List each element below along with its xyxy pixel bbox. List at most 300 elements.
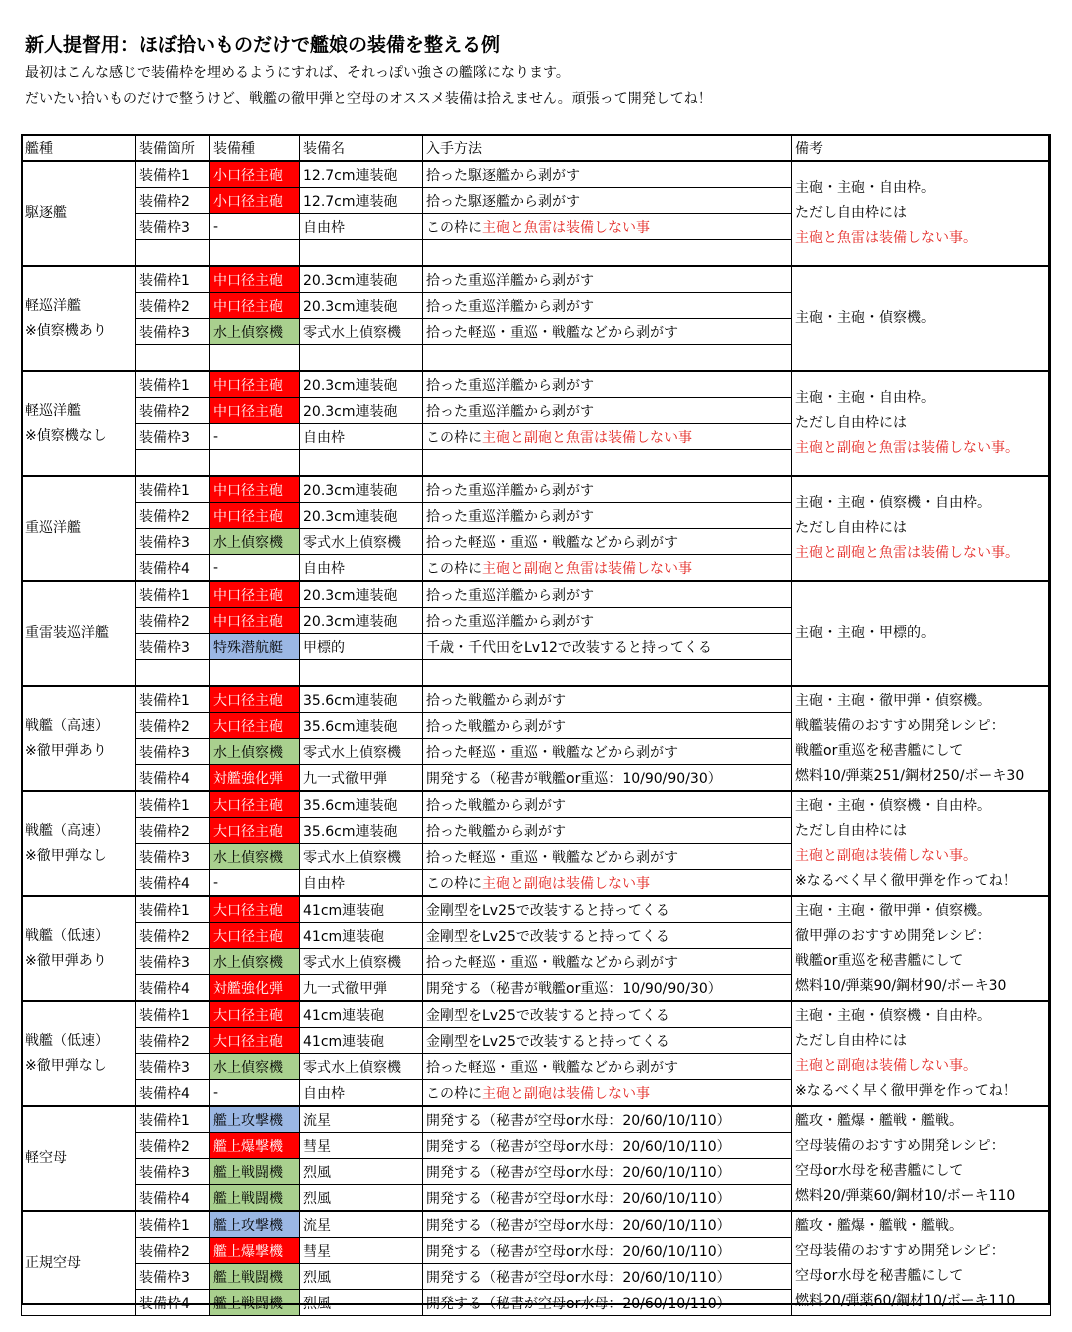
- header-notes: 備考: [792, 135, 1051, 162]
- equip-name-cell: 烈風: [300, 1159, 423, 1185]
- method-cell: [423, 345, 792, 372]
- note-line: 戦艦装備のおすすめ開発レシピ：: [795, 717, 1005, 734]
- equip-type-cell: 特殊潜航艇: [210, 634, 300, 660]
- ship-type-line: 戦艦（高速）: [25, 822, 109, 839]
- table-row: [22, 161, 1051, 188]
- equip-name-cell: 41cm連装砲: [300, 1001, 423, 1028]
- equip-type-cell: -: [210, 870, 300, 897]
- equip-type-cell: 中口径主砲: [210, 398, 300, 424]
- note-line: 燃料20/弾薬60/鋼材10/ボーキ110: [795, 1187, 1016, 1204]
- equip-name-cell: 20.3cm連装砲: [300, 398, 423, 424]
- equip-type-cell: 艦上戦闘機: [210, 1264, 300, 1290]
- slot-cell: 装備枠2: [136, 293, 210, 319]
- ship-type-cell: [22, 1211, 136, 1316]
- equip-name-cell: 41cm連装砲: [300, 1028, 423, 1054]
- method-cell: [423, 581, 792, 608]
- notes-cell: [792, 896, 1051, 1001]
- ship-group: [22, 581, 1051, 686]
- slot-cell: 装備枠2: [136, 1028, 210, 1054]
- equip-type-cell: 大口径主砲: [210, 686, 300, 713]
- note-line: 燃料20/弾薬60/鋼材10/ボーキ110: [795, 1292, 1016, 1309]
- slot-cell: 装備枠1: [136, 161, 210, 188]
- equip-name-cell: 20.3cm連装砲: [300, 476, 423, 503]
- ship-type-cell: [22, 581, 136, 686]
- method-cell: [423, 503, 792, 529]
- method-text: 開発する（秘書が空母or水母：20/60/10/110）: [426, 1217, 731, 1234]
- method-cell: [423, 923, 792, 949]
- note-line: 燃料10/弾薬251/鋼材250/ボーキ30: [795, 767, 1025, 784]
- slot-cell: 装備枠1: [136, 476, 210, 503]
- method-text: 金剛型をLv25で改装すると持ってくる: [426, 1007, 670, 1024]
- notes-cell: [792, 791, 1051, 896]
- note-line: 主砲・主砲・自由枠。: [795, 390, 935, 406]
- method-text: 拾った重巡洋艦から剥がす: [426, 377, 594, 394]
- method-cell: [423, 188, 792, 214]
- method-text: 拾った戦艦から剥がす: [426, 692, 566, 709]
- equip-type-cell: 中口径主砲: [210, 581, 300, 608]
- slot-cell: 装備枠1: [136, 371, 210, 398]
- header-equip-name: 装備名: [300, 135, 423, 162]
- notes-cell: [792, 371, 1051, 476]
- equip-name-cell: 41cm連装砲: [300, 896, 423, 923]
- equip-name-cell: 九一式徹甲弾: [300, 765, 423, 792]
- notes-cell: [792, 1106, 1051, 1211]
- method-text: 拾った戦艦から剥がす: [426, 718, 566, 735]
- method-text: 拾った重巡洋艦から剥がす: [426, 508, 594, 525]
- notes-cell: [792, 686, 1051, 791]
- note-line: 主砲・主砲・徹甲弾・偵察機。: [795, 692, 991, 709]
- method-text: 金剛型をLv25で改装すると持ってくる: [426, 902, 670, 919]
- method-text: 開発する（秘書が空母or水母：20/60/10/110）: [426, 1295, 731, 1312]
- ship-type-cell: [22, 791, 136, 896]
- slot-cell: 装備枠3: [136, 424, 210, 450]
- equip-name-cell: 烈風: [300, 1264, 423, 1290]
- equip-type-cell: 中口径主砲: [210, 266, 300, 293]
- method-text: この枠に: [426, 875, 482, 892]
- method-text: 拾った重巡洋艦から剥がす: [426, 272, 594, 289]
- method-text: 拾った軽巡・重巡・戦艦などから剥がす: [426, 849, 678, 866]
- note-line: 艦攻・艦爆・艦戦・艦戦。: [795, 1112, 963, 1129]
- equip-type-cell: 水上偵察機: [210, 1054, 300, 1080]
- method-cell: [423, 660, 792, 687]
- method-text: この枠に: [426, 219, 482, 236]
- equip-type-cell: 艦上戦闘機: [210, 1290, 300, 1316]
- note-line: 主砲・主砲・自由枠。: [795, 180, 935, 196]
- note-line: 空母or水母を秘書艦にして: [795, 1162, 964, 1179]
- note-line: 空母装備のおすすめ開発レシピ：: [795, 1137, 1005, 1154]
- equip-name-cell: 自由枠: [300, 214, 423, 240]
- slot-cell: 装備枠4: [136, 975, 210, 1002]
- method-cell: [423, 818, 792, 844]
- notes-cell: [792, 1211, 1051, 1316]
- method-cell: [423, 161, 792, 188]
- method-cell: [423, 1238, 792, 1264]
- method-text: 拾った駆逐艦から剥がす: [426, 167, 580, 184]
- notes-cell: [792, 476, 1051, 581]
- ship-type-line: ※徹甲弾なし: [25, 1057, 107, 1074]
- note-line: 戦艦or重巡を秘書艦にして: [795, 952, 964, 969]
- equip-type-cell: 小口径主砲: [210, 188, 300, 214]
- ship-group: [22, 686, 1051, 791]
- method-cell: [423, 608, 792, 634]
- method-cell: [423, 555, 792, 582]
- note-line: 主砲・主砲・偵察機・自由枠。: [795, 1007, 991, 1024]
- equip-type-cell: 中口径主砲: [210, 476, 300, 503]
- method-cell: [423, 450, 792, 477]
- ship-type-line: 正規空母: [25, 1255, 81, 1271]
- method-text: 拾った軽巡・重巡・戦艦などから剥がす: [426, 954, 678, 971]
- equip-type-cell: 水上偵察機: [210, 949, 300, 975]
- slot-cell: 装備枠2: [136, 398, 210, 424]
- ship-type-line: ※徹甲弾あり: [25, 742, 107, 759]
- method-cell: [423, 844, 792, 870]
- ship-type-cell: [22, 1001, 136, 1106]
- method-text: この枠に: [426, 429, 482, 446]
- slot-cell: 装備枠2: [136, 503, 210, 529]
- equip-type-cell: 大口径主砲: [210, 818, 300, 844]
- slot-cell: 装備枠1: [136, 1106, 210, 1133]
- equip-name-cell: 流星: [300, 1211, 423, 1238]
- method-text: 拾った軽巡・重巡・戦艦などから剥がす: [426, 534, 678, 551]
- equip-type-cell: -: [210, 214, 300, 240]
- equip-name-cell: 12.7cm連装砲: [300, 161, 423, 188]
- equip-type-cell: 大口径主砲: [210, 923, 300, 949]
- method-cell: [423, 1290, 792, 1316]
- method-cell: [423, 1106, 792, 1133]
- equip-name-cell: 甲標的: [300, 634, 423, 660]
- equip-type-cell: -: [210, 555, 300, 582]
- equip-type-cell: 小口径主砲: [210, 161, 300, 188]
- method-text: 千歳・千代田をLv12で改装すると持ってくる: [426, 639, 712, 656]
- notes-cell: [792, 581, 1051, 686]
- equip-name-cell: 零式水上偵察機: [300, 319, 423, 345]
- method-text: 拾った戦艦から剥がす: [426, 797, 566, 814]
- method-cell: [423, 424, 792, 450]
- ship-type-line: 戦艦（低速）: [25, 927, 109, 944]
- equip-type-cell: 水上偵察機: [210, 739, 300, 765]
- equip-type-cell: 艦上爆撃機: [210, 1133, 300, 1159]
- slot-cell: 装備枠3: [136, 319, 210, 345]
- equip-type-cell: 大口径主砲: [210, 1001, 300, 1028]
- equip-name-cell: 35.6cm連装砲: [300, 818, 423, 844]
- equip-name-cell: 自由枠: [300, 555, 423, 582]
- method-text: 開発する（秘書が空母or水母：20/60/10/110）: [426, 1138, 731, 1155]
- equip-type-cell: 大口径主砲: [210, 713, 300, 739]
- table-row: [22, 266, 1051, 293]
- equip-name-cell: 35.6cm連装砲: [300, 713, 423, 739]
- method-warning-text: 主砲と副砲は装備しない事: [482, 1085, 650, 1102]
- equip-name-cell: 九一式徹甲弾: [300, 975, 423, 1002]
- method-cell: [423, 791, 792, 818]
- note-line: 主砲・主砲・徹甲弾・偵察機。: [795, 902, 991, 919]
- method-text: 拾った重巡洋艦から剥がす: [426, 613, 594, 630]
- equip-type-cell: 艦上戦闘機: [210, 1159, 300, 1185]
- note-line: 主砲と副砲は装備しない事。: [795, 847, 977, 864]
- table-row: [22, 791, 1051, 818]
- equip-name-cell: 零式水上偵察機: [300, 949, 423, 975]
- method-cell: [423, 975, 792, 1002]
- equip-name-cell: 41cm連装砲: [300, 923, 423, 949]
- method-cell: [423, 240, 792, 267]
- ship-type-line: ※徹甲弾あり: [25, 952, 107, 969]
- method-text: 拾った軽巡・重巡・戦艦などから剥がす: [426, 744, 678, 761]
- method-cell: [423, 896, 792, 923]
- equip-name-cell: 20.3cm連装砲: [300, 293, 423, 319]
- method-warning-text: 主砲と副砲と魚雷は装備しない事: [482, 560, 692, 577]
- ship-group: [22, 896, 1051, 1001]
- slot-cell: 装備枠4: [136, 555, 210, 582]
- ship-type-cell: [22, 371, 136, 476]
- method-warning-text: 主砲と副砲は装備しない事: [482, 875, 650, 892]
- ship-type-line: ※徹甲弾なし: [25, 847, 107, 864]
- equip-name-cell: 自由枠: [300, 1080, 423, 1107]
- table-row: [22, 476, 1051, 503]
- method-cell: [423, 398, 792, 424]
- equip-type-cell: 水上偵察機: [210, 319, 300, 345]
- equip-name-cell: [300, 660, 423, 687]
- note-line: 主砲と副砲と魚雷は装備しない事。: [795, 545, 1019, 561]
- table-row: [22, 686, 1051, 713]
- method-text: 開発する（秘書が空母or水母：20/60/10/110）: [426, 1190, 731, 1207]
- method-cell: [423, 713, 792, 739]
- equip-name-cell: 20.3cm連装砲: [300, 608, 423, 634]
- method-text: 開発する（秘書が空母or水母：20/60/10/110）: [426, 1164, 731, 1181]
- method-text: この枠に: [426, 1085, 482, 1102]
- note-line: 艦攻・艦爆・艦戦・艦戦。: [795, 1217, 963, 1234]
- ship-type-line: 戦艦（高速）: [25, 717, 109, 734]
- method-cell: [423, 686, 792, 713]
- method-cell: [423, 765, 792, 792]
- table-row: [22, 581, 1051, 608]
- slot-cell: 装備枠4: [136, 1290, 210, 1316]
- equip-type-cell: 大口径主砲: [210, 896, 300, 923]
- slot-cell: 装備枠2: [136, 923, 210, 949]
- slot-cell: 装備枠3: [136, 1264, 210, 1290]
- equip-type-cell: 水上偵察機: [210, 529, 300, 555]
- slot-cell: 装備枠1: [136, 266, 210, 293]
- equip-name-cell: [300, 240, 423, 267]
- method-text: 拾った駆逐艦から剥がす: [426, 193, 580, 210]
- ship-type-line: 重雷装巡洋艦: [25, 625, 109, 641]
- table-row: [22, 1106, 1051, 1133]
- equip-type-cell: 艦上戦闘機: [210, 1185, 300, 1212]
- slot-cell: [136, 345, 210, 372]
- slot-cell: 装備枠3: [136, 949, 210, 975]
- equip-name-cell: 20.3cm連装砲: [300, 581, 423, 608]
- equip-name-cell: 流星: [300, 1106, 423, 1133]
- equip-name-cell: 35.6cm連装砲: [300, 791, 423, 818]
- method-text: 拾った重巡洋艦から剥がす: [426, 587, 594, 604]
- header-method: 入手方法: [423, 135, 792, 162]
- slot-cell: 装備枠3: [136, 844, 210, 870]
- slot-cell: 装備枠1: [136, 686, 210, 713]
- method-text: 拾った戦艦から剥がす: [426, 823, 566, 840]
- method-cell: [423, 739, 792, 765]
- equip-type-cell: 大口径主砲: [210, 791, 300, 818]
- equip-name-cell: 20.3cm連装砲: [300, 371, 423, 398]
- slot-cell: 装備枠1: [136, 791, 210, 818]
- subtitle-line-1: 最初はこんな感じで装備枠を埋めるようにすれば、それっぽい強さの艦隊になります。: [25, 65, 570, 81]
- slot-cell: [136, 240, 210, 267]
- ship-group: [22, 371, 1051, 476]
- equip-name-cell: 零式水上偵察機: [300, 1054, 423, 1080]
- method-cell: [423, 529, 792, 555]
- equip-name-cell: 自由枠: [300, 424, 423, 450]
- note-line: 主砲・主砲・偵察機。: [795, 310, 935, 326]
- equip-type-cell: 艦上攻撃機: [210, 1106, 300, 1133]
- method-cell: [423, 1159, 792, 1185]
- note-line: ※なるべく早く徹甲弾を作ってね！: [795, 872, 1017, 889]
- equip-type-cell: [210, 660, 300, 687]
- method-cell: [423, 870, 792, 897]
- slot-cell: 装備枠2: [136, 818, 210, 844]
- equip-type-cell: 対艦強化弾: [210, 975, 300, 1002]
- equip-type-cell: 中口径主砲: [210, 503, 300, 529]
- ship-group: [22, 161, 1051, 266]
- method-text: 金剛型をLv25で改装すると持ってくる: [426, 928, 670, 945]
- page-title: 新人提督用：ほぼ拾いものだけで艦娘の装備を整える例: [25, 34, 501, 56]
- ship-type-line: 戦艦（低速）: [25, 1032, 109, 1049]
- method-text: 開発する（秘書が空母or水母：20/60/10/110）: [426, 1269, 731, 1286]
- note-line: ただし自由枠には: [795, 822, 907, 839]
- method-cell: [423, 1028, 792, 1054]
- equip-type-cell: -: [210, 1080, 300, 1107]
- equip-name-cell: 35.6cm連装砲: [300, 686, 423, 713]
- equip-type-cell: -: [210, 424, 300, 450]
- note-line: 徹甲弾のおすすめ開発レシピ：: [795, 927, 991, 944]
- slot-cell: 装備枠2: [136, 1238, 210, 1264]
- equip-name-cell: 20.3cm連装砲: [300, 266, 423, 293]
- equip-type-cell: 水上偵察機: [210, 844, 300, 870]
- equip-type-cell: 中口径主砲: [210, 371, 300, 398]
- equip-type-cell: 大口径主砲: [210, 1028, 300, 1054]
- note-line: ※なるべく早く徹甲弾を作ってね！: [795, 1082, 1017, 1099]
- notes-cell: [792, 161, 1051, 266]
- method-text: 拾った重巡洋艦から剥がす: [426, 403, 594, 420]
- slot-cell: 装備枠3: [136, 529, 210, 555]
- note-line: 主砲・主砲・偵察機・自由枠。: [795, 495, 991, 511]
- equip-name-cell: 自由枠: [300, 870, 423, 897]
- slot-cell: 装備枠1: [136, 581, 210, 608]
- method-text: 拾った軽巡・重巡・戦艦などから剥がす: [426, 1059, 678, 1076]
- equip-type-cell: [210, 240, 300, 267]
- method-cell: [423, 1211, 792, 1238]
- equip-name-cell: 20.3cm連装砲: [300, 503, 423, 529]
- slot-cell: [136, 660, 210, 687]
- method-cell: [423, 319, 792, 345]
- equip-name-cell: 零式水上偵察機: [300, 739, 423, 765]
- slot-cell: 装備枠1: [136, 896, 210, 923]
- ship-type-cell: [22, 266, 136, 371]
- method-text: 拾った重巡洋艦から剥がす: [426, 298, 594, 315]
- ship-type-line: 駆逐艦: [25, 205, 67, 221]
- slot-cell: 装備枠2: [136, 608, 210, 634]
- note-line: ただし自由枠には: [795, 205, 907, 221]
- note-line: 主砲・主砲・偵察機・自由枠。: [795, 797, 991, 814]
- equipment-table: [21, 134, 1051, 1316]
- method-cell: [423, 1001, 792, 1028]
- method-cell: [423, 949, 792, 975]
- equip-type-cell: [210, 345, 300, 372]
- slot-cell: 装備枠1: [136, 1211, 210, 1238]
- header-slot: 装備箇所: [136, 135, 210, 162]
- ship-type-line: ※偵察機あり: [25, 322, 107, 339]
- equip-type-cell: [210, 450, 300, 477]
- method-text: 開発する（秘書が戦艦or重巡：10/90/90/30）: [426, 770, 722, 787]
- note-line: 主砲・主砲・甲標的。: [795, 625, 935, 641]
- method-cell: [423, 634, 792, 660]
- method-text: 拾った軽巡・重巡・戦艦などから剥がす: [426, 324, 678, 341]
- note-line: 空母装備のおすすめ開発レシピ：: [795, 1242, 1005, 1259]
- slot-cell: 装備枠2: [136, 713, 210, 739]
- slot-cell: 装備枠3: [136, 1054, 210, 1080]
- equip-name-cell: 零式水上偵察機: [300, 844, 423, 870]
- method-warning-text: 主砲と副砲と魚雷は装備しない事: [482, 429, 692, 446]
- note-line: 主砲と副砲は装備しない事。: [795, 1057, 977, 1074]
- note-line: 戦艦or重巡を秘書艦にして: [795, 742, 964, 759]
- header-equip-type: 装備種: [210, 135, 300, 162]
- table-row: [22, 896, 1051, 923]
- equip-type-cell: 中口径主砲: [210, 293, 300, 319]
- ship-type-cell: [22, 1106, 136, 1211]
- table-row: [22, 371, 1051, 398]
- slot-cell: 装備枠3: [136, 634, 210, 660]
- note-line: ただし自由枠には: [795, 1032, 907, 1049]
- method-text: 拾った重巡洋艦から剥がす: [426, 482, 594, 499]
- subtitle-line-2: だいたい拾いものだけで整うけど、戦艦の徹甲弾と空母のオススメ装備は拾えません。頑張って開発してね！: [25, 91, 712, 107]
- equip-name-cell: [300, 345, 423, 372]
- ship-type-cell: [22, 686, 136, 791]
- ship-group: [22, 476, 1051, 581]
- notes-cell: [792, 266, 1051, 371]
- note-line: ただし自由枠には: [795, 415, 907, 431]
- equip-name-cell: 零式水上偵察機: [300, 529, 423, 555]
- equip-name-cell: [300, 450, 423, 477]
- table-header-row: [22, 135, 1051, 162]
- method-cell: [423, 476, 792, 503]
- method-cell: [423, 1054, 792, 1080]
- method-text: この枠に: [426, 560, 482, 577]
- note-line: 空母or水母を秘書艦にして: [795, 1267, 964, 1284]
- equip-type-cell: 艦上爆撃機: [210, 1238, 300, 1264]
- ship-group: [22, 266, 1051, 371]
- slot-cell: 装備枠3: [136, 1159, 210, 1185]
- ship-type-cell: [22, 161, 136, 266]
- slot-cell: 装備枠4: [136, 1080, 210, 1107]
- slot-cell: 装備枠3: [136, 739, 210, 765]
- method-cell: [423, 1133, 792, 1159]
- method-cell: [423, 214, 792, 240]
- table-row: [22, 1001, 1051, 1028]
- equip-name-cell: 彗星: [300, 1133, 423, 1159]
- equip-type-cell: 艦上攻撃機: [210, 1211, 300, 1238]
- note-line: ただし自由枠には: [795, 520, 907, 536]
- ship-group: [22, 791, 1051, 896]
- ship-type-line: 軽巡洋艦: [25, 402, 81, 419]
- slot-cell: [136, 450, 210, 477]
- ship-type-cell: [22, 476, 136, 581]
- note-line: 主砲と副砲と魚雷は装備しない事。: [795, 440, 1019, 456]
- header-ship-type: 艦種: [22, 135, 136, 162]
- note-line: 燃料10/弾薬90/鋼材90/ボーキ30: [795, 977, 1007, 994]
- equip-name-cell: 烈風: [300, 1185, 423, 1212]
- method-cell: [423, 1080, 792, 1107]
- equip-name-cell: 彗星: [300, 1238, 423, 1264]
- slot-cell: 装備枠2: [136, 1133, 210, 1159]
- method-text: 金剛型をLv25で改装すると持ってくる: [426, 1033, 670, 1050]
- note-line: 主砲と魚雷は装備しない事。: [795, 230, 977, 246]
- method-cell: [423, 266, 792, 293]
